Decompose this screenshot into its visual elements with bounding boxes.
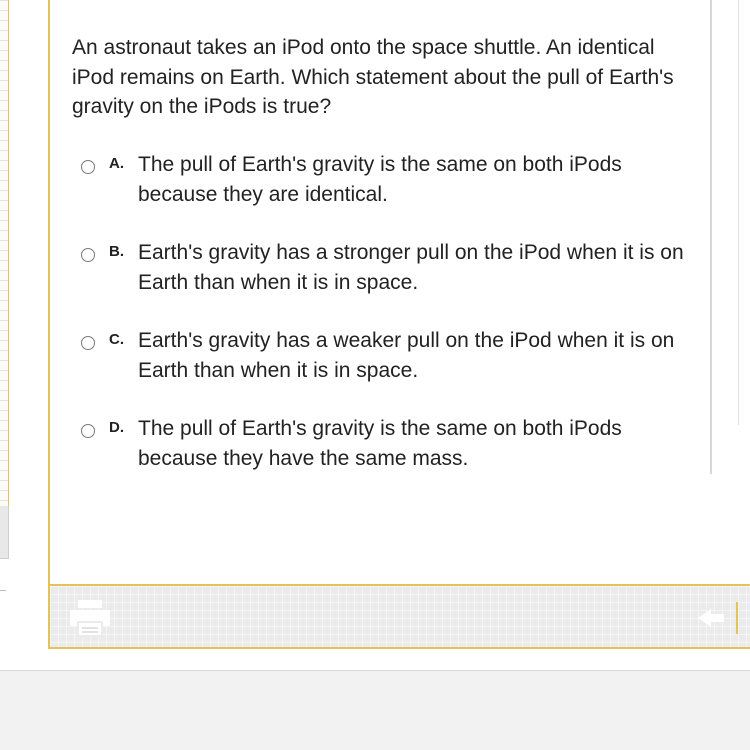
- choice-d-letter: D.: [109, 419, 124, 436]
- print-button[interactable]: [68, 598, 112, 638]
- choice-a-radio[interactable]: [81, 160, 95, 174]
- printer-icon: [68, 598, 112, 638]
- left-divider-tick: [0, 590, 6, 591]
- choice-b-text: Earth's gravity has a stronger pull on the iPod when it is on Earth than when it is in space.: [138, 241, 684, 294]
- choice-d-radio[interactable]: [81, 424, 95, 438]
- choice-c-letter: C.: [109, 331, 124, 348]
- choice-a-letter: A.: [109, 155, 124, 172]
- back-arrow-icon: [698, 606, 724, 630]
- footer-area: [0, 670, 750, 750]
- choice-d-text: The pull of Earth's gravity is the same on both iPods because they have the same mass.: [138, 417, 622, 470]
- left-panel-tab[interactable]: [0, 506, 9, 559]
- choice-c-radio[interactable]: [81, 336, 95, 350]
- choice-a[interactable]: [80, 153, 700, 219]
- back-button[interactable]: [698, 606, 724, 630]
- content-scrollbar[interactable]: [710, 0, 712, 474]
- choice-c-text: Earth's gravity has a weaker pull on the iPod when it is on Earth than when it is in space.: [138, 329, 675, 382]
- toolbar-divider: [736, 602, 738, 634]
- choice-c[interactable]: [80, 329, 700, 395]
- bottom-toolbar: [48, 586, 750, 649]
- left-grid-panel: [0, 0, 9, 506]
- choice-d[interactable]: [80, 417, 700, 483]
- question-text: An astronaut takes an iPod onto the space shuttle. An identical iPod remains on Earth. Which statement about the pull of Earth's gravity on the iPods is true?: [72, 36, 674, 118]
- choice-b-letter: B.: [109, 243, 124, 260]
- choice-b[interactable]: [80, 241, 700, 307]
- right-edge-divider: [738, 0, 739, 425]
- choice-a-text: The pull of Earth's gravity is the same on both iPods because they are identical.: [138, 153, 622, 206]
- choice-b-radio[interactable]: [81, 248, 95, 262]
